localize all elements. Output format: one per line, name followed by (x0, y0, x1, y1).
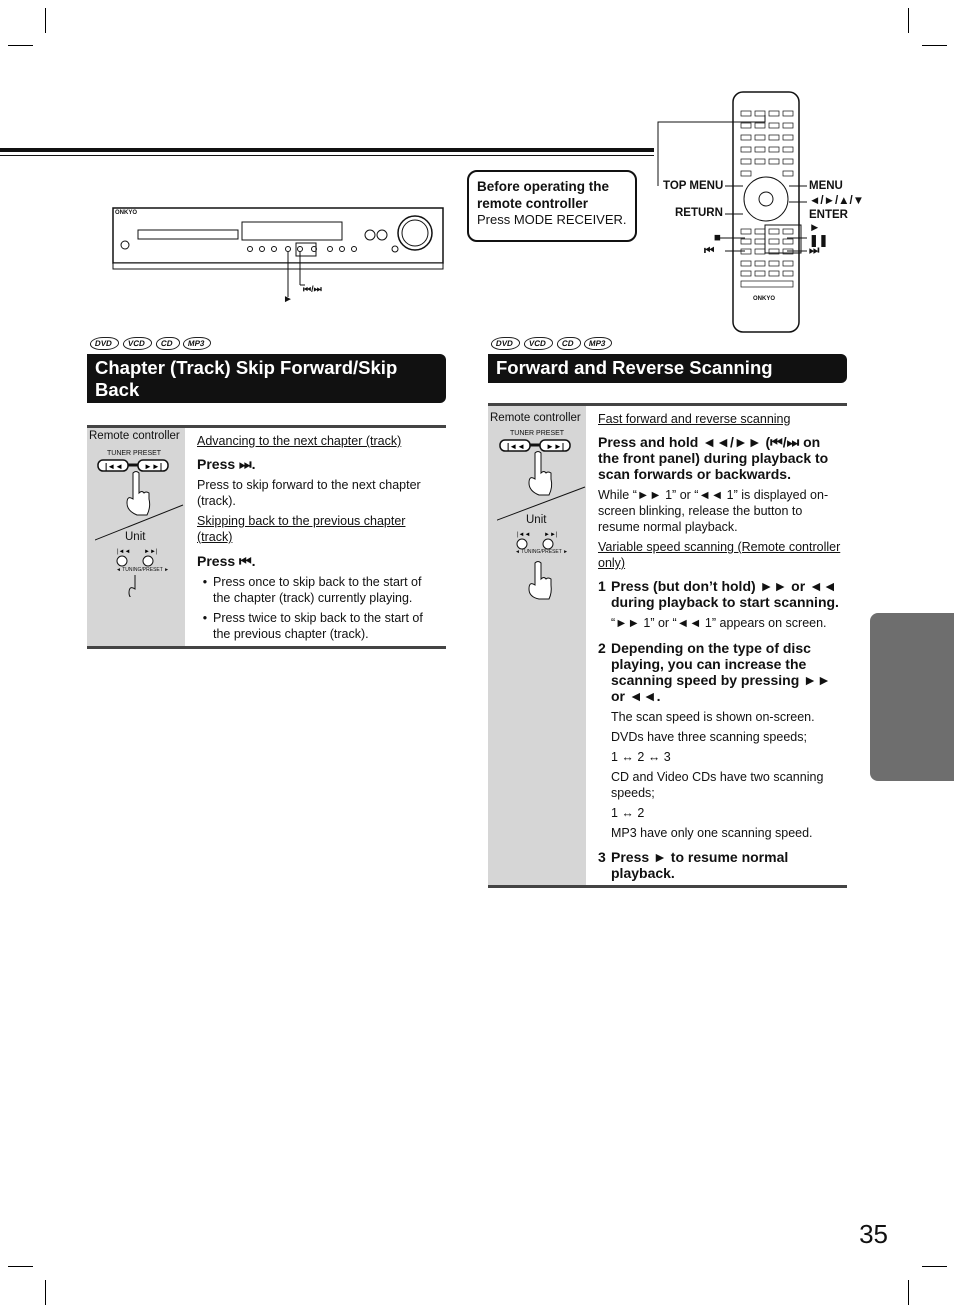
skipping-heading: Skipping back to the previous chapter (track) (197, 514, 406, 544)
side-tab (870, 613, 954, 781)
step-2-note: MP3 have only one scanning speed. (611, 826, 813, 840)
cd-badge: CD (155, 337, 181, 350)
press-next-heading: Press ⏭. (197, 456, 256, 472)
step-2-note: 1 ↔ 2 ↔ 3 (611, 750, 671, 764)
tuner-preset-label: TUNER PRESET (510, 430, 565, 437)
skip-instructions (197, 433, 440, 642)
mp3-badge: MP3 (182, 337, 213, 350)
remote-skip-buttons-illustration (95, 457, 185, 597)
step-3: 3 Press ► to resume normal playback. (598, 849, 789, 881)
page-number: 35 (859, 1219, 888, 1249)
menu-label: MENU (809, 180, 843, 192)
remote-instruction-callout (467, 170, 637, 242)
crop-mark (922, 45, 947, 46)
crop-mark (8, 45, 33, 46)
section-title-skip: Chapter (Track) Skip Forward/Skip Back (87, 354, 446, 403)
pause-label: ❚❚ (809, 235, 829, 247)
header-rule (0, 148, 654, 152)
crop-mark (922, 1266, 947, 1267)
crop-mark (908, 1280, 909, 1305)
play-label: ► (809, 222, 821, 234)
step-2-note: DVDs have three scanning speeds; (611, 730, 807, 744)
section-rule-bottom (87, 646, 446, 649)
step-2: 2 Depending on the type of disc playing, you can increase the scanning speed by pressing ►► or ◄◄. (598, 640, 831, 704)
unit-label: Unit (526, 514, 547, 526)
unit-skip-label: ⏮/⏭ (303, 284, 322, 294)
callout-title: Before operating the remote controller (477, 179, 610, 211)
unit-play-label: ► (283, 294, 293, 305)
header-rule (0, 155, 654, 156)
press-prev-heading: Press ⏮. (197, 553, 256, 569)
crop-mark (908, 8, 909, 33)
unit-label: Unit (125, 531, 146, 543)
svg-text:►►|: ►►| (544, 532, 558, 538)
arrows-label: ◄/►/▲/▼ (809, 195, 865, 207)
section-rule-bottom (488, 885, 847, 888)
crop-mark (45, 8, 46, 33)
cd-badge: CD (556, 337, 582, 350)
return-label: RETURN (675, 207, 723, 219)
vcd-badge: VCD (122, 337, 153, 350)
svg-text:|◄◄: |◄◄ (105, 462, 124, 471)
step-1-note: “►► 1” or “◄◄ 1” appears on screen. (611, 616, 827, 630)
dvd-badge: DVD (490, 337, 521, 350)
variable-heading: Variable speed scanning (Remote controller only) (598, 540, 841, 570)
press-hold-heading: Press and hold ◄◄/►► (⏮/⏭ on the front panel) during playback to scan forwards or backwards. (598, 434, 829, 482)
tuning-preset-label: ◄ TUNING/PRESET ► (515, 549, 569, 555)
crop-mark (45, 1280, 46, 1305)
while-text: While “►► 1” or “◄◄ 1” is displayed on-screen blinking, release the button to resume normal playback. (598, 488, 829, 534)
tuning-preset-label: ◄ TUNING/PRESET ► (116, 567, 170, 573)
dvd-player-illustration (110, 205, 450, 310)
ff-heading: Fast forward and reverse scanning (598, 412, 791, 426)
disc-badges-right (491, 337, 613, 350)
remote-controller-label: Remote controller (490, 412, 581, 424)
svg-text:|◄◄: |◄◄ (117, 549, 131, 555)
vcd-badge: VCD (523, 337, 554, 350)
svg-text:►►|: ►►| (144, 549, 158, 555)
svg-text:|◄◄: |◄◄ (507, 442, 526, 451)
unit-brand-logo: ONKYO (115, 210, 138, 216)
advancing-heading: Advancing to the next chapter (track) (197, 434, 402, 448)
press-next-desc: Press to skip forward to the next chapter (track). (197, 478, 421, 508)
remote-controller-label: Remote controller (89, 430, 180, 442)
next-label: ⏭ (809, 245, 820, 257)
stop-label: ■ (714, 232, 721, 244)
list-item: • Press twice to skip back to the start of the previous chapter (track). (202, 611, 423, 641)
step-1: 1 Press (but don’t hold) ►► or ◄◄ during playback to start scanning. (598, 578, 839, 610)
list-item: • Press once to skip back to the start of the chapter (track) currently playing. (202, 575, 422, 605)
disc-badges-left (90, 337, 212, 350)
dvd-badge: DVD (89, 337, 120, 350)
scan-instructions (598, 411, 842, 881)
svg-text:►►|: ►►| (144, 462, 163, 471)
mp3-badge: MP3 (583, 337, 614, 350)
section-title-scanning: Forward and Reverse Scanning (488, 354, 847, 383)
top-menu-label: TOP MENU (663, 180, 724, 192)
step-2-note: 1 ↔ 2 (611, 806, 645, 820)
prev-label: ⏮ (704, 245, 715, 257)
remote-brand-logo: ONKYO (753, 296, 776, 302)
crop-mark (8, 1266, 33, 1267)
step-2-note: The scan speed is shown on-screen. (611, 710, 815, 724)
tuner-preset-label: TUNER PRESET (107, 450, 162, 457)
step-2-note: CD and Video CDs have two scanning speeds; (611, 770, 824, 800)
callout-subtitle: Press MODE RECEIVER. (477, 212, 627, 227)
enter-label: ENTER (809, 209, 848, 221)
svg-text:►►|: ►►| (546, 442, 565, 451)
svg-text:|◄◄: |◄◄ (517, 532, 531, 538)
